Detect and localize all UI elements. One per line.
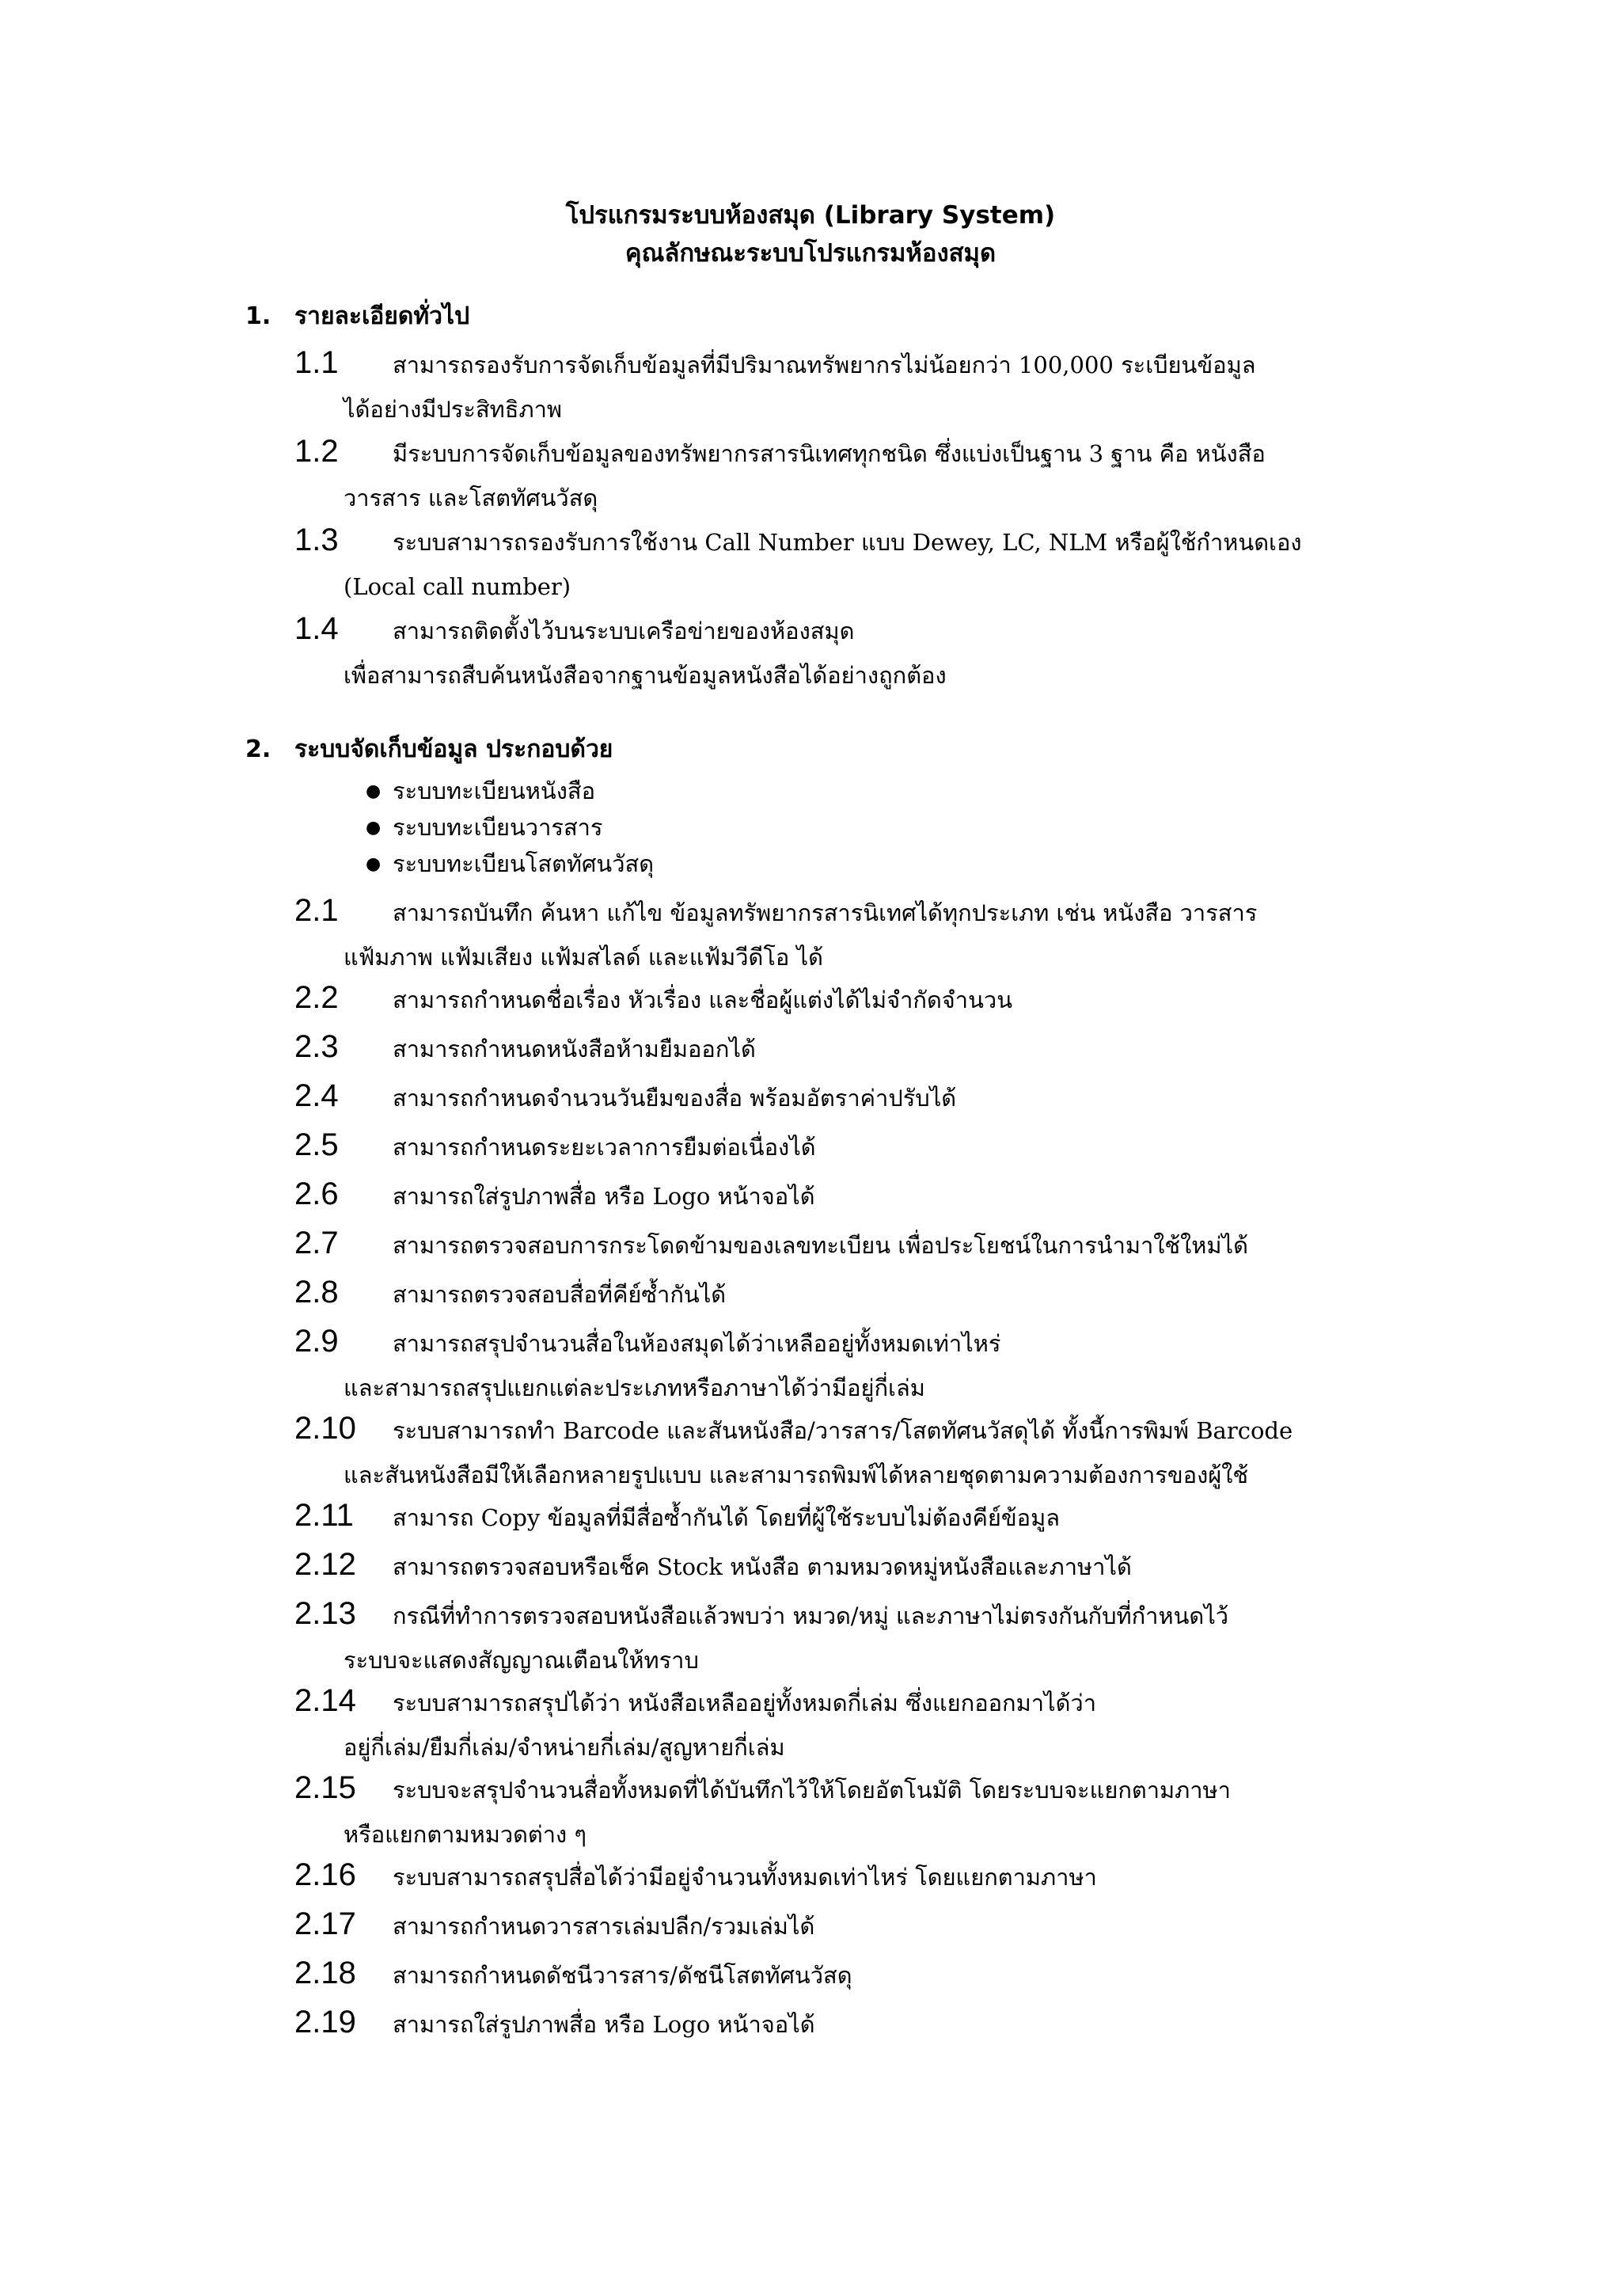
item-text: ระบบสามารถสรุปได้ว่า หนังสือเหลืออยู่ทั้งหมดกี่เล่ม ซึ่งแยกออกมาได้ว่า bbox=[393, 1690, 1097, 1716]
item-number: 2.2 bbox=[294, 980, 339, 1015]
item-text: สามารถสรุปจำนวนสื่อในห้องสมุดได้ว่าเหลืออยู่ทั้งหมดเท่าไหร่ bbox=[393, 1330, 1001, 1357]
item-text: ระบบจะสรุปจำนวนสื่อทั้งหมดที่ได้บันทึกไว้ให้โดยอัตโนมัติ โดยระบบจะแยกตามภาษา bbox=[393, 1777, 1231, 1804]
document-title: โปรแกรมระบบห้องสมุด (Library System) bbox=[565, 201, 1056, 230]
list-item bbox=[294, 431, 1387, 518]
list-item bbox=[294, 1544, 1387, 1591]
item-text: สามารถกำหนดหนังสือห้ามยืมออกได้ bbox=[393, 1036, 756, 1062]
item-continuation: แฟ้มภาพ แฟ้มเสียง แฟ้มสไลด์ และแฟ้มวีดีโอ ได้ bbox=[344, 944, 823, 971]
item-text: สามารถใส่รูปภาพสื่อ หรือ Logo หน้าจอได้ bbox=[393, 1183, 815, 1210]
item-number: 1.2 bbox=[294, 434, 339, 469]
item-text: สามารถตรวจสอบหรือเช็ค Stock หนังสือ ตามหมวดหมู่หนังสือและภาษาได้ bbox=[393, 1553, 1132, 1580]
bullet-text: ระบบทะเบียนโสตทัศนวัสดุ bbox=[393, 850, 655, 877]
list-item bbox=[294, 1173, 1387, 1221]
bullet-text: ระบบทะเบียนหนังสือ bbox=[393, 777, 596, 804]
item-text: มีระบบการจัดเก็บข้อมูลของทรัพยากรสารนิเทศทุกชนิด ซึ่งแบ่งเป็นฐาน 3 ฐาน คือ หนังสือ bbox=[393, 440, 1266, 467]
item-text: สามารถกำหนดจำนวนวันยืมของสื่อ พร้อมอัตราค่าปรับได้ bbox=[393, 1085, 957, 1112]
item-number: 2.9 bbox=[294, 1324, 339, 1359]
list-item bbox=[294, 1680, 1387, 1767]
item-number: 2.11 bbox=[294, 1498, 354, 1533]
item-number: 2.1 bbox=[294, 893, 339, 928]
item-text: สามารถตรวจสอบสื่อที่คีย์ซ้ำกันได้ bbox=[393, 1281, 727, 1308]
item-number: 2.7 bbox=[294, 1226, 339, 1260]
list-item bbox=[294, 342, 1387, 429]
section-number: 1. bbox=[245, 302, 271, 330]
item-number: 1.4 bbox=[294, 611, 339, 646]
section-title: ระบบจัดเก็บข้อมูล ประกอบด้วย bbox=[294, 736, 613, 763]
list-item bbox=[294, 1075, 1387, 1123]
item-continuation: หรือแยกตามหมวดต่าง ๆ bbox=[344, 1821, 587, 1848]
item-number: 2.18 bbox=[294, 1956, 356, 1990]
list-item bbox=[294, 977, 1387, 1024]
section-1-heading bbox=[245, 299, 469, 334]
item-continuation: และสามารถสรุปแยกแต่ละประเภทหรือภาษาได้ว่ามีอยู่กี่เล่ม bbox=[344, 1374, 925, 1401]
item-number: 1.3 bbox=[294, 523, 339, 557]
item-number: 2.12 bbox=[294, 1547, 356, 1582]
item-text: สามารถตรวจสอบการกระโดดข้ามของเลขทะเบียน เพื่อประโยชน์ในการนำมาใช้ใหม่ได้ bbox=[393, 1232, 1248, 1259]
list-item bbox=[294, 1952, 1387, 2000]
document-subtitle: คุณลักษณะระบบโปรแกรมห้องสมุด bbox=[624, 239, 997, 268]
item-number: 2.3 bbox=[294, 1029, 339, 1064]
item-text: สามารถกำหนดระยะเวลาการยืมต่อเนื่องได้ bbox=[393, 1134, 816, 1161]
item-text: สามารถกำหนดดัชนีวารสาร/ดัชนีโสตทัศนวัสดุ bbox=[393, 1962, 852, 1989]
item-text: กรณีที่ทำการตรวจสอบหนังสือแล้วพบว่า หมวด/หมู่ และภาษาไม่ตรงกันกับที่กำหนดไว้ bbox=[393, 1602, 1229, 1629]
bullet-icon: ● bbox=[366, 854, 382, 874]
item-text: ระบบสามารถสรุปสื่อได้ว่ามีอยู่จำนวนทั้งหมดเท่าไหร่ โดยแยกตามภาษา bbox=[393, 1864, 1097, 1891]
list-item bbox=[294, 1124, 1387, 1172]
item-text: ระบบสามารถรองรับการใช้งาน Call Number แบบ Dewey, LC, NLM หรือผู้ใช้กำหนดเอง bbox=[393, 529, 1302, 556]
bullet-item bbox=[366, 809, 603, 846]
item-text: สามารถบันทึก ค้นหา แก้ไข ข้อมูลทรัพยากรสารนิเทศได้ทุกประเภท เช่น หนังสือ วารสาร bbox=[393, 899, 1258, 926]
item-number: 2.17 bbox=[294, 1906, 356, 1941]
list-item bbox=[294, 1854, 1387, 1902]
item-text: ระบบสามารถทำ Barcode และสันหนังสือ/วารสาร/โสตทัศนวัสดุได้ ทั้งนี้การพิมพ์ Barcode bbox=[393, 1417, 1293, 1444]
item-continuation: ระบบจะแสดงสัญญาณเตือนให้ทราบ bbox=[344, 1647, 699, 1674]
bullet-icon: ● bbox=[366, 818, 382, 838]
list-item bbox=[294, 1408, 1387, 1495]
section-title: รายละเอียดทั่วไป bbox=[294, 302, 470, 330]
bullet-item bbox=[366, 773, 595, 810]
list-item bbox=[294, 1272, 1387, 1319]
item-number: 2.10 bbox=[294, 1411, 356, 1446]
list-item bbox=[294, 1593, 1387, 1680]
list-item bbox=[294, 608, 1387, 695]
item-text: สามารถกำหนดชื่อเรื่อง หัวเรื่อง และชื่อผู้แต่งได้ไม่จำกัดจำนวน bbox=[393, 986, 1013, 1013]
item-number: 2.15 bbox=[294, 1770, 356, 1805]
item-continuation: เพื่อสามารถสืบค้นหนังสือจากฐานข้อมูลหนังสือได้อย่างถูกต้อง bbox=[344, 662, 947, 689]
list-item bbox=[294, 1026, 1387, 1074]
item-continuation: (Local call number) bbox=[344, 573, 571, 600]
bullet-text: ระบบทะเบียนวารสาร bbox=[393, 814, 603, 841]
item-number: 2.4 bbox=[294, 1078, 339, 1113]
section-2-heading bbox=[245, 732, 613, 767]
item-continuation: และสันหนังสือมีให้เลือกหลายรูปแบบ และสามารถพิมพ์ได้หลายชุดตามความต้องการของผู้ใช้ bbox=[344, 1462, 1249, 1488]
list-item bbox=[294, 2001, 1387, 2049]
section-number: 2. bbox=[245, 736, 271, 763]
item-number: 2.16 bbox=[294, 1857, 356, 1892]
bullet-icon: ● bbox=[366, 781, 382, 801]
list-item bbox=[294, 1222, 1387, 1270]
item-number: 2.5 bbox=[294, 1127, 339, 1162]
item-number: 2.6 bbox=[294, 1177, 339, 1211]
item-text: สามารถติดตั้งไว้บนระบบเครือข่ายของห้องสมุด bbox=[393, 618, 855, 644]
list-item bbox=[294, 1321, 1387, 1408]
title-block bbox=[0, 196, 1621, 272]
item-number: 1.1 bbox=[294, 345, 339, 380]
item-text: สามารถรองรับการจัดเก็บข้อมูลที่มีปริมาณทรัพยากรไม่น้อยกว่า 100,000 ระเบียนข้อมูล bbox=[393, 352, 1256, 378]
list-item bbox=[294, 1495, 1387, 1542]
item-text: สามารถกำหนดวารสารเล่มปลีก/รวมเล่มได้ bbox=[393, 1913, 815, 1940]
list-item bbox=[294, 890, 1387, 977]
list-item bbox=[294, 1903, 1387, 1951]
item-continuation: วารสาร และโสตทัศนวัสดุ bbox=[344, 485, 598, 511]
item-number: 2.14 bbox=[294, 1683, 356, 1718]
item-number: 2.19 bbox=[294, 2005, 356, 2039]
item-text: สามารถ Copy ข้อมูลที่มีสื่อซ้ำกันได้ โดยที่ผู้ใช้ระบบไม่ต้องคีย์ข้อมูล bbox=[393, 1504, 1060, 1531]
item-continuation: อยู่กี่เล่ม/ยืมกี่เล่ม/จำหน่ายกี่เล่ม/สูญหายกี่เล่ม bbox=[344, 1734, 785, 1761]
item-number: 2.8 bbox=[294, 1275, 339, 1310]
list-item bbox=[294, 1767, 1387, 1854]
list-item bbox=[294, 519, 1387, 606]
item-number: 2.13 bbox=[294, 1596, 356, 1631]
item-text: สามารถใส่รูปภาพสื่อ หรือ Logo หน้าจอได้ bbox=[393, 2011, 815, 2038]
bullet-item bbox=[366, 846, 654, 883]
item-continuation: ได้อย่างมีประสิทธิภาพ bbox=[344, 396, 562, 423]
